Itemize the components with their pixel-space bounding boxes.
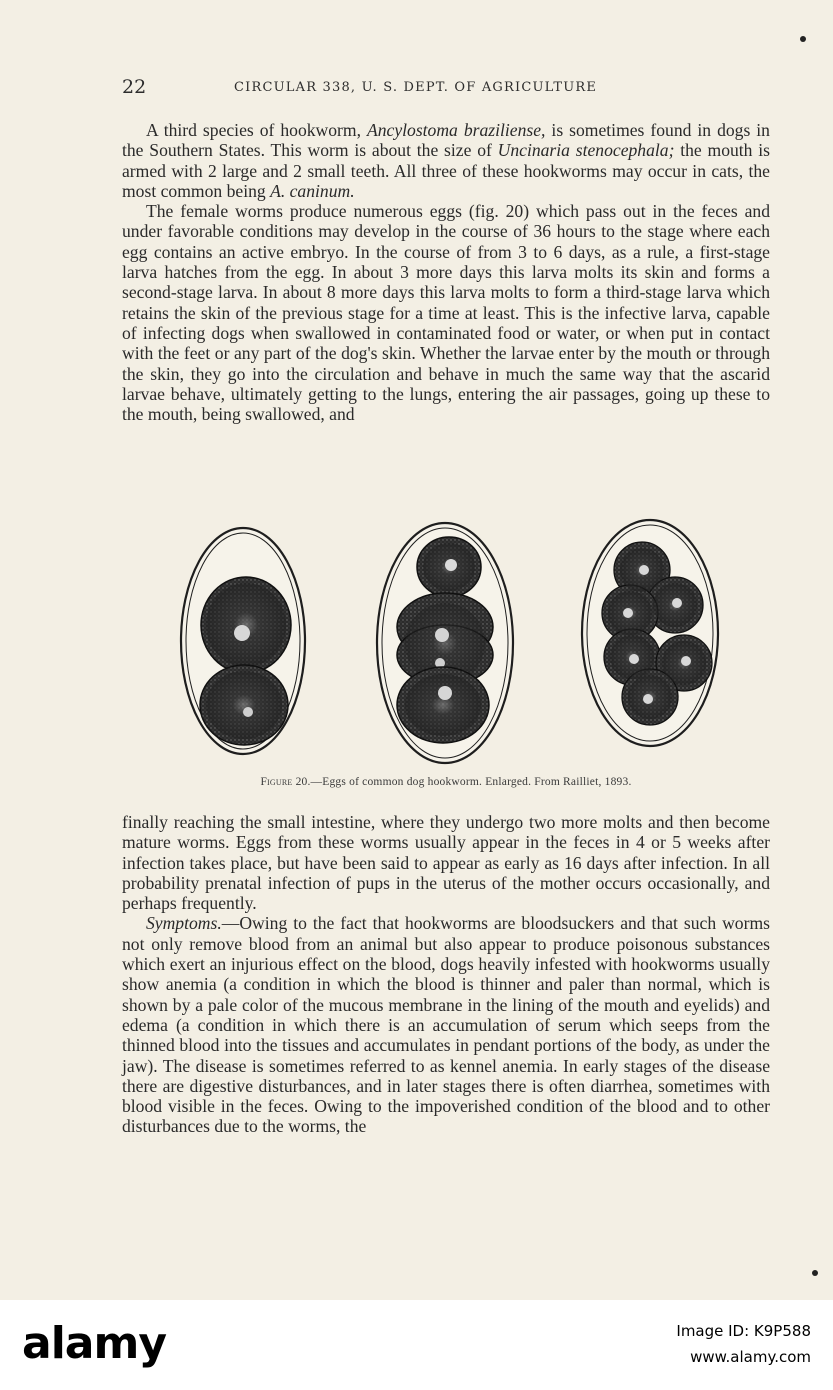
text-run: is sometimes found in dogs in the Southern States. This worm is about the size of	[122, 120, 770, 161]
site-url: www.alamy.com	[690, 1348, 811, 1366]
image-id: Image ID: K9P588	[676, 1322, 811, 1340]
running-head: CIRCULAR 338, U. S. DEPT. OF AGRICULTURE	[234, 80, 598, 95]
italic-term: Uncinaria stenocephala;	[497, 140, 675, 161]
page-number: 22	[122, 76, 147, 98]
egg-two-cell-stage	[181, 528, 305, 754]
scan-mark-top	[800, 36, 806, 42]
caption-label: Figure 20.	[260, 776, 311, 788]
paragraph-p2	[122, 201, 770, 424]
page-header	[122, 76, 772, 102]
text-run: A third species of hookworm,	[146, 120, 367, 140]
paragraph-p1	[122, 120, 770, 201]
text-run: The female worms produce numerous eggs (fig. 20) which pass out in the feces and under favorable conditions may develop in the course of 36 hours to the stage where each egg contains an active embryo. In the course of from 3 to 6 days, as a rule, a first-stage larva hatches from the egg. In about 3 more days this larva molts its skin and forms a second-stage larva. In about 8 more days this larva molts to form a third-stage larva which retains the skin of the previous stage for a time at least. This is the infective larva, capable of infecting dogs when swallowed in contaminated food or water, or when put in contact with the feet or any part of the dog's skin. Whether the larvae enter by the mouth or through the skin, they go into the circulation and behave in much the same way that the ascarid larvae behave, ultimately getting to the lungs, entering the air passages, going up these to the mouth, being swallowed, and	[122, 201, 770, 425]
scan-mark-bottom	[812, 1270, 818, 1276]
italic-term: Ancylostoma braziliense,	[366, 120, 546, 140]
figure-hookworm-eggs	[170, 515, 730, 770]
caption-text: —Eggs of common dog hookworm. Enlarged. From Railliet, 1893.	[310, 776, 632, 788]
figure-caption	[122, 776, 770, 788]
body-text-top	[122, 120, 770, 424]
egg-morula-stage	[582, 520, 718, 746]
watermark-footer	[0, 1300, 833, 1390]
text-run: finally reaching the small intestine, where they undergo two more molts and then become mature worms. Eggs from these worms usually appear in the feces in 4 or 5 weeks after infection takes place, but have been said to appear as early as 16 days after infection. In all probability prenatal infection of pups in the uterus of the mother occurs occasionally, and perhaps frequently.	[122, 812, 770, 914]
body-text-bottom	[122, 812, 770, 1137]
text-run: the mouth is armed with 2 large and 2 small teeth. All three of these hookworms may occur in cats, the most common being	[122, 140, 771, 201]
egg-illustration	[170, 515, 730, 770]
italic-term: A. caninum.	[270, 180, 355, 201]
text-run: —Owing to the fact that hookworms are bloodsuckers and that such worms not only remove blood from an animal but also appear to produce poisonous substances which exert an injurious effect on the blood, dogs heavily infested with hookworms usually show anemia (a condition in which the blood is thinner and paler than normal, which is shown by a pale color of the mucous membrane in the lining of the mouth and eyelids) and edema (a condition in which there is an accumulation of serum which seeps from the thinned blood into the tissues and accumulates in pendant portions of the body, as under the jaw). The disease is sometimes referred to as kennel anemia. In early stages of the disease there are digestive disturbances, and in later stages there is often diarrhea, sometimes with blood visible in the feces. Owing to the impoverished condition of the blood and to other disturbances due to the worms, the	[122, 913, 770, 1137]
paragraph-p3	[122, 812, 770, 913]
italic-term: Symptoms.	[146, 913, 222, 934]
paragraph-p4	[122, 913, 770, 1136]
egg-four-cell-stage	[377, 523, 513, 763]
alamy-logo: alamy	[22, 1318, 166, 1369]
